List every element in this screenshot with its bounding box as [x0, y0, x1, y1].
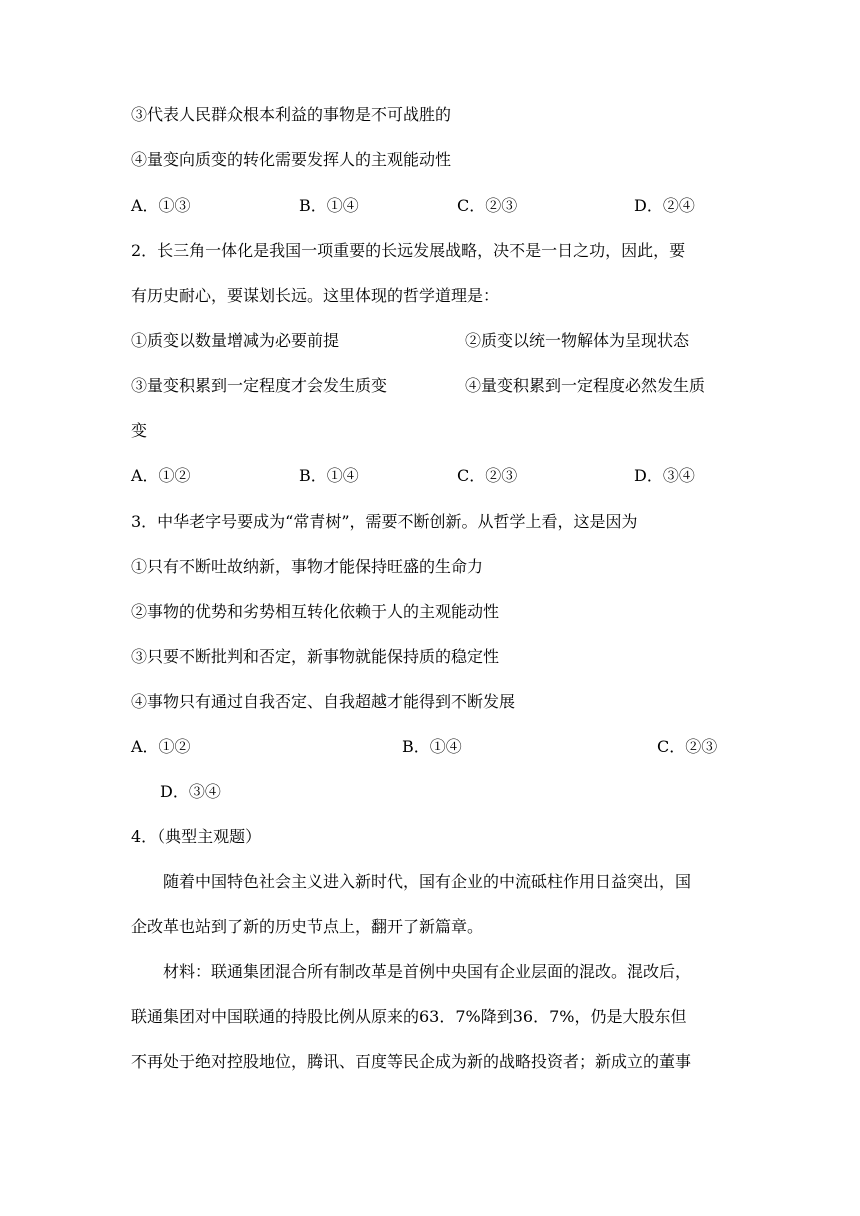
- option-line: ③只要不断批判和否定，新事物就能保持质的稳定性: [131, 647, 500, 666]
- question-2-stem-cont: 有历史耐心，要谋划长远。这里体现的哲学道理是：: [131, 286, 500, 305]
- option-line: ②事物的优势和劣势相互转化依赖于人的主观能动性: [131, 602, 500, 621]
- choice-d: D．②④: [634, 196, 695, 215]
- option-line: ④量变向质变的转化需要发挥人的主观能动性: [131, 150, 452, 169]
- choice-a: A．①②: [131, 737, 191, 756]
- choice-b: B．①④: [402, 737, 462, 756]
- question-3-stem: 3．中华老字号要成为“常青树”，需要不断创新。从哲学上看，这是因为: [131, 512, 638, 531]
- choice-c: C．②③: [657, 737, 718, 756]
- choice-c: C．②③: [457, 196, 518, 215]
- paragraph-line: 随着中国特色社会主义进入新时代，国有企业的中流砥柱作用日益突出，国: [163, 872, 692, 891]
- paragraph-line: 不再处于绝对控股地位，腾讯、百度等民企成为新的战略投资者；新成立的董事: [131, 1052, 692, 1071]
- option-line: ③量变积累到一定程度才会发生质变: [131, 376, 388, 395]
- choice-b: B．①④: [299, 196, 359, 215]
- question-4-stem: 4．（典型主观题）: [131, 827, 262, 846]
- paragraph-line: 联通集团对中国联通的持股比例从原来的63．7%降到36．7%，仍是大股东但: [131, 1007, 687, 1026]
- option-line: ②质变以统一物解体为呈现状态: [465, 331, 690, 350]
- choice-c: C．②③: [457, 466, 518, 485]
- option-line: ①质变以数量增减为必要前提: [131, 331, 340, 350]
- option-line: ④量变积累到一定程度必然发生质: [465, 376, 706, 395]
- option-line: ①只有不断吐故纳新，事物才能保持旺盛的生命力: [131, 557, 484, 576]
- option-line-cont: 变: [131, 421, 148, 440]
- question-2-stem: 2．长三角一体化是我国一项重要的长远发展战略，决不是一日之功，因此，要: [131, 241, 686, 260]
- paragraph-line: 企改革也站到了新的历史节点上，翻开了新篇章。: [131, 917, 484, 936]
- choice-d: D．③④: [160, 782, 221, 801]
- choice-b: B．①④: [299, 466, 359, 485]
- option-line: ③代表人民群众根本利益的事物是不可战胜的: [131, 105, 452, 124]
- paragraph-line: 材料：联通集团混合所有制改革是首例中央国有企业层面的混改。混改后，: [163, 962, 692, 981]
- choice-a: A．①②: [131, 466, 191, 485]
- choice-d: D．③④: [634, 466, 695, 485]
- option-line: ④事物只有通过自我否定、自我超越才能得到不断发展: [131, 692, 516, 711]
- choice-a: A．①③: [131, 196, 191, 215]
